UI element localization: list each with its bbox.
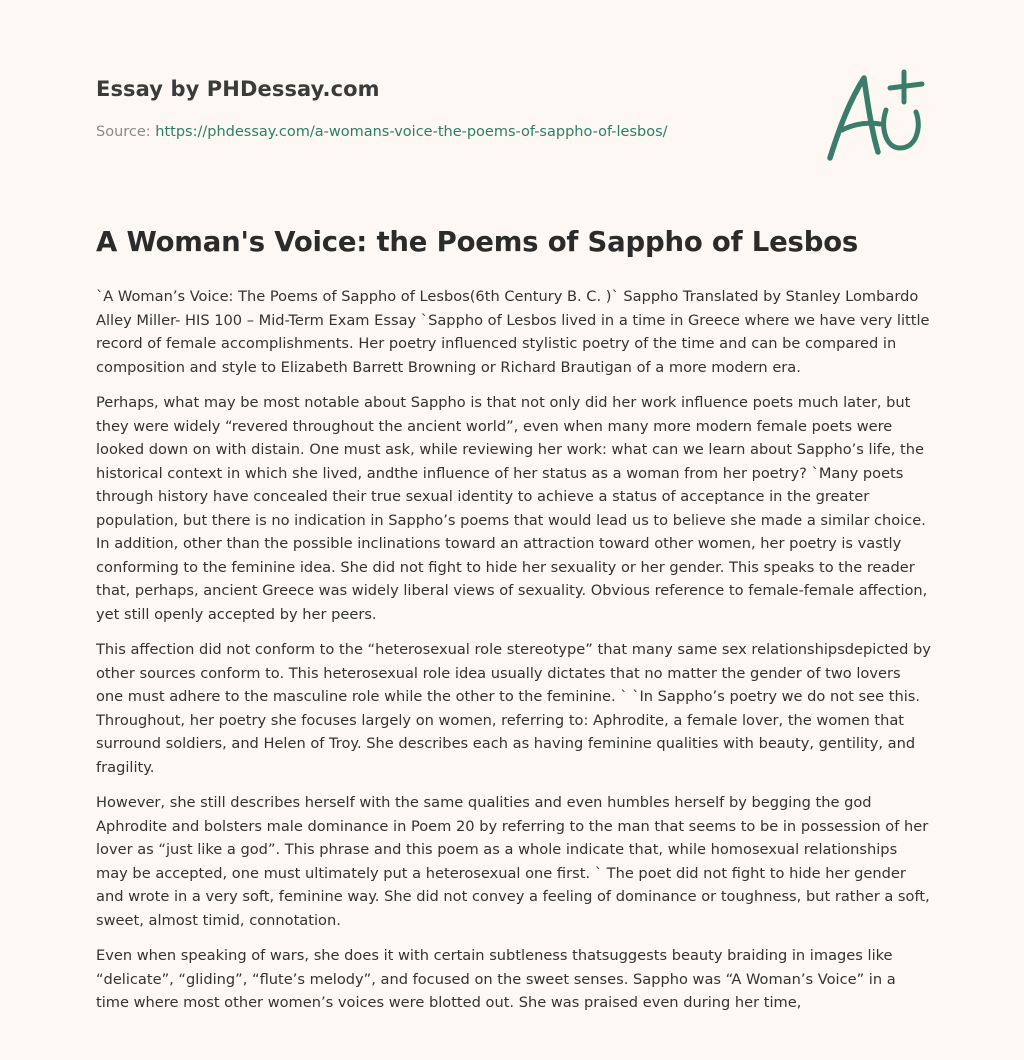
essay-paragraph: `A Woman’s Voice: The Poems of Sappho of Lesbos(6th Century B. C. )` Sappho Translated by Stanley Lombardo Alley Miller- HIS 100 – Mid-Term Exam Essay `Sappho of Lesbos lived in a time in Greece where we have very little record of female accomplishments. Her poetry influenced stylistic poetry of the time and can be compared in composition and style to Elizabeth Barrett Browning or Richard Brautigan of a more modern era. [96,288,930,376]
essay-paragraph: Even when speaking of wars, she does it with certain subtleness thatsuggests beauty braiding in images like “delicate”, “gliding”, “flute’s melody”, and focused on the sweet senses. Sappho was “A Woman’s Voice” in a time where most other women’s voices were blotted out. She was praised even during her time, [96,947,896,1011]
essay-paragraph: This affection did not conform to the “heterosexual role stereotype” that many same sex relationshipsdepicted by other sources conform to. This heterosexual role idea usually dictates that no matter the gender of two lovers one must adhere to the masculine role while the other to the feminine. ` `In Sappho’s poetry we do not see this. Throughout, her poetry she focuses largely on women, referring to: Aphrodite, a female lover, the women that surround soldiers, and Helen of Troy. She describes each as having feminine qualities with beauty, gentility, and fragility. [96,641,931,776]
a-plus-grade-icon [820,66,930,166]
source-link[interactable]: https://phdessay.com/a-womans-voice-the-poems-of-sappho-of-lesbos/ [155,124,668,140]
site-brand: Essay by PHDessay.com [96,77,380,101]
essay-title: A Woman's Voice: the Poems of Sappho of Lesbos [96,226,859,258]
source-line [96,124,668,140]
essay-paragraph: Perhaps, what may be most notable about Sappho is that not only did her work influence poets much later, but they were widely “revered throughout the ancient world”, even when many more modern female poets were looked down on with distain. One must ask, while reviewing her work: what can we learn about Sappho’s life, the historical context in which she lived, andthe influence of her status as a woman from her poetry? `Many poets through history have concealed their true sexual identity to achieve a status of acceptance in the greater population, but there is no indication in Sappho’s poems that would lead us to believe she made a similar choice. In addition, other than the possible inclinations toward an attraction toward other women, her poetry is vastly conforming to the feminine idea. She did not fight to hide her sexuality or her gender. This speaks to the reader that, perhaps, ancient Greece was widely liberal views of sexuality. Obvious reference to female-female affection, yet still openly accepted by her peers. [96,394,928,623]
essay-body [96,285,932,1027]
essay-paragraph: However, she still describes herself with the same qualities and even humbles herself by begging the god Aphrodite and bolsters male dominance in Poem 20 by referring to the man that seems to be in possession of her lover as “just like a god”. This phrase and this poem as a whole indicate that, while homosexual relationships may be accepted, one must ultimately put a heterosexual one first. ` The poet did not fight to hide her gender and wrote in a very soft, feminine way. She did not convey a feeling of dominance or toughness, but rather a soft, sweet, almost timid, connotation. [96,794,930,929]
source-label: Source: [96,124,151,140]
